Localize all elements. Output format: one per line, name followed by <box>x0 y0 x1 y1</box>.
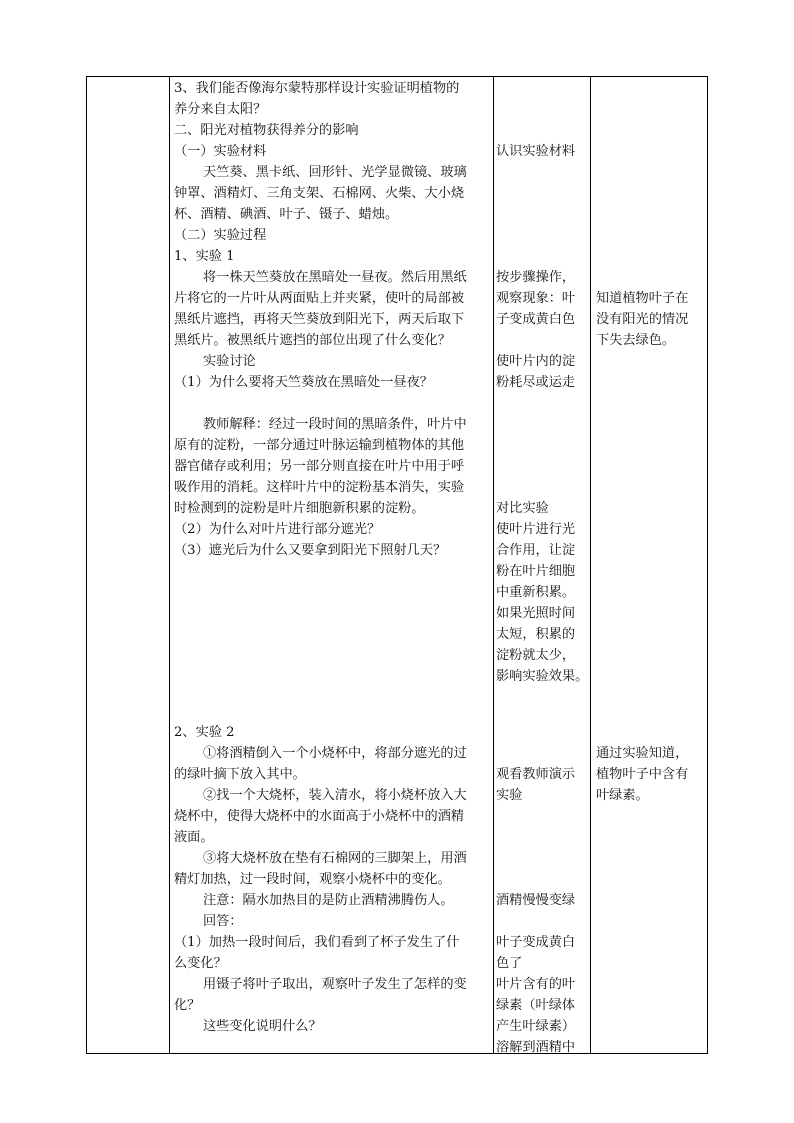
activity-text: 叶片含有的叶 <box>496 977 576 992</box>
text-line: 原有的淀粉，一部分通过叶脉运输到植物体的其他 <box>174 438 465 453</box>
activity-text: 色了 <box>496 956 523 971</box>
text-line: ③将大烧杯放在垫有石棉网的三脚架上，用酒 <box>203 851 467 866</box>
question-line: 这些变化说明什么？ <box>203 1019 322 1034</box>
activity-text: 粉耗尽或运走 <box>496 375 576 390</box>
question-line: 么变化？ <box>174 956 227 971</box>
text-line: 时检测到的淀粉是叶片细胞新积累的淀粉。 <box>174 501 425 516</box>
question-line: （3）遮光后为什么又要拿到阳光下照射几天？ <box>174 543 447 558</box>
text-line: 的绿叶摘下放入其中。 <box>174 767 306 782</box>
subsection-heading: （二）实验过程 <box>174 228 267 243</box>
activity-text: 酒精慢慢变绿 <box>496 893 576 908</box>
text-line: 养分来自太阳？ <box>174 102 267 117</box>
activity-text: 合作用，让淀 <box>496 543 576 558</box>
activity-text: 认识实验材料 <box>496 144 576 159</box>
question-line: （2）为什么对叶片进行部分遮光？ <box>174 522 381 537</box>
text-line: ①将酒精倒入一个小烧杯中，将部分遮光的过 <box>203 746 467 761</box>
activity-text: 中重新积累。 <box>496 585 576 600</box>
text-line: 器官储存或利用；另一部分则直接在叶片中用于呼 <box>174 459 465 474</box>
activity-text: 使叶片进行光 <box>496 522 576 537</box>
intent-text: 下失去绿色。 <box>596 333 676 348</box>
activity-text: 观察现象：叶 <box>496 291 576 306</box>
text-line: 将一株天竺葵放在黑暗处一昼夜。然后用黑纸 <box>203 270 467 285</box>
text-line: 回答： <box>203 914 243 929</box>
activity-text: 实验 <box>496 788 523 803</box>
column-divider <box>169 77 170 1053</box>
text-line: 教师解释：经过一段时间的黑暗条件，叶片中 <box>203 417 467 432</box>
text-line: 精灯加热，过一段时间，观察小烧杯中的变化。 <box>174 872 451 887</box>
activity-text: 影响实验效果。 <box>496 669 589 684</box>
intent-text: 植物叶子中含有 <box>596 767 689 782</box>
activity-text: 绿素（叶绿体 <box>496 998 576 1013</box>
intent-text: 没有阳光的情况 <box>596 312 689 327</box>
text-line: ②找一个大烧杯，装入清水，将小烧杯放入大 <box>203 788 467 803</box>
text-line: 黑纸片遮挡，再将天竺葵放到阳光下，两天后取下 <box>174 312 465 327</box>
text-line: 烧杯中，使得大烧杯中的水面高于小烧杯中的酒精 <box>174 809 465 824</box>
activity-text: 产生叶绿素） <box>496 1019 576 1034</box>
activity-text: 淀粉就太少， <box>496 648 576 663</box>
activity-text: 按步骤操作， <box>496 270 576 285</box>
experiment-heading: 2、实验 2 <box>174 725 235 740</box>
text-line: 用镊子将叶子取出，观察叶子发生了怎样的变 <box>203 977 467 992</box>
text-line: 液面。 <box>174 830 214 845</box>
text-line: 片将它的一片叶从两面贴上并夹紧，使叶的局部被 <box>174 291 465 306</box>
activity-text: 粉在叶片细胞 <box>496 564 576 579</box>
column-divider <box>493 77 494 1053</box>
text-line: 吸作用的消耗。这样叶片中的淀粉基本消失，实验 <box>174 480 465 495</box>
question-line: （1）加热一段时间后，我们看到了杯子发生了什 <box>174 935 460 950</box>
section-heading: 二、阳光对植物获得养分的影响 <box>174 123 359 138</box>
text-line: 杯、酒精、碘酒、叶子、镊子、蜡烛。 <box>174 207 399 222</box>
experiment-heading: 1、实验 1 <box>174 249 235 264</box>
text-line: 天竺葵、黑卡纸、回形针、光学显微镜、玻璃 <box>203 165 467 180</box>
text-line: 化？ <box>174 998 201 1013</box>
note-line: 注意：隔水加热目的是防止酒精沸腾伤人。 <box>203 893 454 908</box>
text-line: 黑纸片。被黑纸片遮挡的部位出现了什么变化？ <box>174 333 451 348</box>
subsection-heading: （一）实验材料 <box>174 144 267 159</box>
intent-text: 知道植物叶子在 <box>596 291 689 306</box>
activity-text: 子变成黄白色 <box>496 312 576 327</box>
text-line: 钟罩、酒精灯、三角支架、石棉网、火柴、大小烧 <box>174 186 465 201</box>
text-line: 实验讨论 <box>203 354 256 369</box>
activity-text: 太短，积累的 <box>496 627 576 642</box>
column-divider <box>590 77 591 1053</box>
activity-text: 叶子变成黄白 <box>496 935 576 950</box>
activity-text: 溶解到酒精中 <box>496 1040 576 1055</box>
activity-text: 如果光照时间 <box>496 606 576 621</box>
activity-text: 使叶片内的淀 <box>496 354 576 369</box>
question-line: （1）为什么要将天竺葵放在黑暗处一昼夜？ <box>174 375 433 390</box>
intent-text: 叶绿素。 <box>596 788 649 803</box>
intent-text: 通过实验知道， <box>596 746 689 761</box>
text-line: 3、我们能否像海尔蒙特那样设计实验证明植物的 <box>174 81 460 96</box>
activity-text: 对比实验 <box>496 501 549 516</box>
activity-text: 观看教师演示 <box>496 767 576 782</box>
